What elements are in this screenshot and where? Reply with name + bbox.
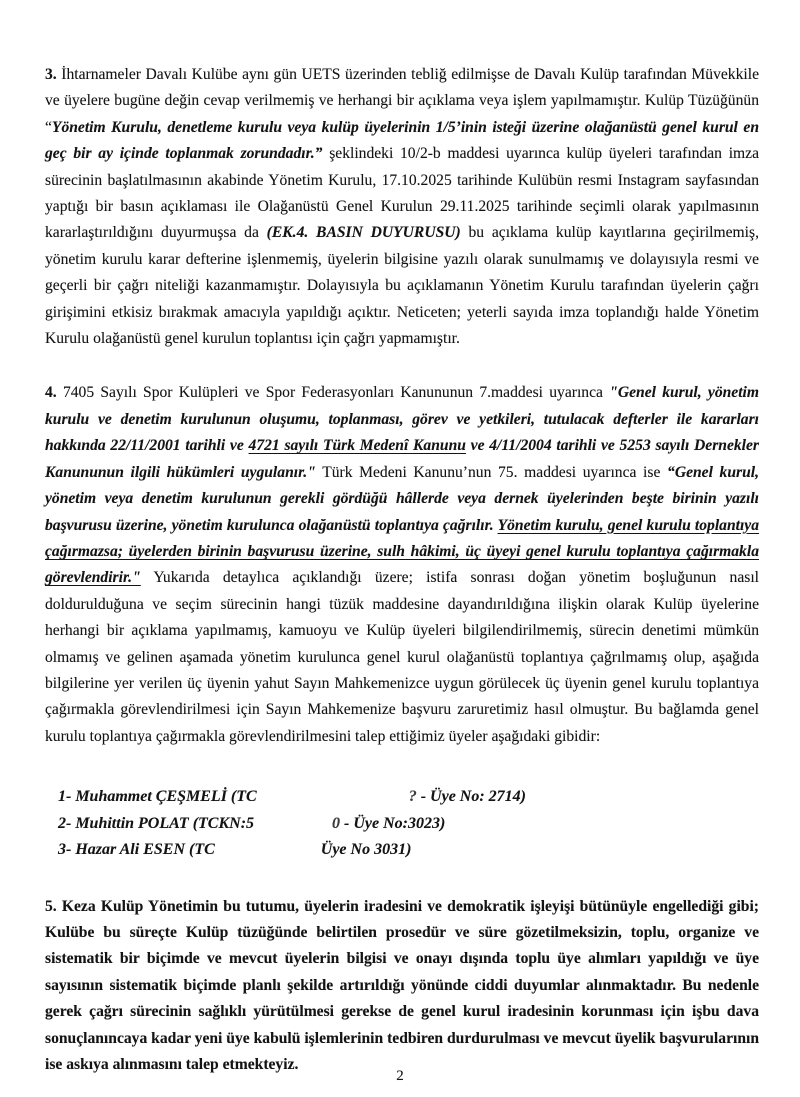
paragraph-5 [45, 894, 759, 1079]
member-list-item [58, 784, 759, 811]
text-run: 3. [45, 66, 57, 83]
redaction-gap [257, 800, 409, 801]
text-run: bu açıklama kulüp kayıtlarına geçirilmemiş, yönetim kurulu karar defterine işlenmemiş, üyelerin bilgisine yazılı olarak sunulmamış ve dolayısıyla resmi ve geçerli bir çağrı niteliği kazanmamıştır. Dolayısıyla bu açıklamanın Yönetim Kurulu tarafından üyelerin çağrı girişimini etkisiz bırakmak amacıyla yapıldığı açıktır. Neticeten; yeterli sayıda imza toplandığı halde Yönetim Kurulu olağanüstü genel kurulun toplantısı için çağrı yapmamıştır. [45, 224, 759, 348]
text-run: "Genel kurul, yönetim kurulu ve denetim kurulunun oluşumu, toplanması, görev ve yetkileri, tutulacak defterler ile kararları hakkında 22/11/2001 tarihli ve [45, 384, 759, 455]
text-run: Yönetim kurulu, genel kurulu toplantıya çağırmazsa; üyelerden birinin başvurusu üzerine, sulh hâkimi, üç üyeyi genel kurulu toplantıya çağırmakla görevlendirir." [45, 516, 760, 587]
member-list [45, 784, 759, 864]
document-body [45, 62, 759, 1079]
redaction-gap [254, 827, 332, 828]
text-run: şeklindeki 10/2-b maddesi uyarınca kulüp üyeleri tarafından imza sürecinin başlatılmasının akabinde Yönetim Kurulu, 17.10.2025 tarihinde Kulübün resmi Instagram sayfasından yaptığı bir basın açıklaması ile Olağanüstü Genel Kurulun 29.11.2025 tarihinde seçimli olarak yapılmasının kararlaştırıldığını duyurmuşsa da [45, 145, 759, 242]
text-run: İhtarnameler Davalı Kulübe aynı gün UETS üzerinden tebliğ edilmişse de Davalı Kulüp tarafından Müvekkile ve üyelere bugüne değin cevap verilmemiş ve herhangi bir açıklama veya işlem yapılmamıştır. Kulüp Tüzüğünün “ [45, 66, 759, 136]
text-run: (EK.4. BASIN DUYURUSU) [266, 224, 461, 242]
text-run: 7405 Sayılı Spor Kulüpleri ve Spor Federasyonları Kanununun 7.maddesi uyarınca [56, 384, 610, 402]
redaction-gap [215, 853, 321, 854]
page-number: 2 [396, 1068, 404, 1084]
member-uye-no: - Üye No:3023) [340, 814, 446, 832]
paragraph-3 [45, 62, 759, 352]
text-run: “Genel kurul, yönetim veya denetim kurulunun gerekli gördüğü hâllerde veya dernek üyelerinden beşte birinin yazılı başvurusu üzerine, yönetim kurulunca olağanüstü toplantıya çağrılır. [45, 463, 759, 534]
member-name-part: 1- Muhammet ÇEŞMELİ (TC [58, 788, 257, 806]
redaction-remnant: ? [408, 788, 417, 806]
paragraph-4 [45, 380, 759, 750]
text-run: Yukarıda detaylıca açıklandığı üzere; istifa sonrası doğan yönetim boşluğunun nasıl doldurulduğuna ve seçim sürecinin hangi tüzük maddesine dayandırıldığına ilişkin olarak Kulüp üyelerine herhangi bir açıklama yapılmamış, kamuoyu ve Kulüp üyeleri bilgilendirilmemiş, sürecin denetimi mümkün olmamış ve gelinen aşamada yönetim kurulunca genel kurul olağanüstü toplantıya çağrılmamış olup, aşağıda bilgilerine yer verilen üç üyenin yahut Sayın Mahkemenizce uygun görülecek üç üyenin genel kurulu toplantıya çağırmakla görevlendirilmesi için Sayın Mahkemenize başvuru zaruretimiz hasıl olmuştur. Bu bağlamda genel kurulu toplantıya çağırmakla görevlendirilmesini talep ettiğimiz üyeler aşağıdaki gibidir: [45, 569, 759, 745]
member-name-part: 2- Muhittin POLAT (TCKN:5 [58, 814, 255, 832]
member-list-item [58, 837, 759, 864]
text-run: 5. [45, 897, 57, 915]
text-run: Yönetim Kurulu, denetleme kurulu veya kulüp üyelerinin 1/5’inin isteği üzerine olağanüstü genel kurul en geç bir ay içinde toplanmak zorundadır.” [45, 118, 759, 163]
text-run: 4721 sayılı Türk Medenî Kanunu [248, 437, 466, 455]
member-name-part: 3- Hazar Ali ESEN (TC [58, 841, 215, 859]
text-run: Türk Medeni Kanunu’nun 75. maddesi uyarınca ise [315, 463, 668, 481]
text-run: 4. [45, 384, 57, 402]
text-run: ve 4/11/2004 tarihli ve 5253 sayılı Dernekler Kanununun ilgili hükümleri uygulanır." [45, 437, 759, 481]
redaction-remnant: 0 [332, 814, 341, 832]
member-uye-no: Üye No 3031) [320, 841, 412, 859]
member-list-item [58, 811, 759, 838]
text-run: Keza Kulüp Yönetimin bu tutumu, üyelerin iradesini ve demokratik işleyişi bütünüyle engellediği gibi; Kulübe bu süreçte Kulüp tüzüğünde belirtilen prosedür ve süre gözetilmeksizin, toplu, organize ve sistematik bir biçimde ve mevcut üyelerin bilgisi ve onayı dışında toplu üye alımları yapıldığı ve üye sayısının sistematik biçimde planlı şekilde artırıldığı yönünde ciddi duyumlar alınmaktadır. Bu nedenle gerek çağrı sürecinin sağlıklı yürütülmesi gerekse de genel kurul iradesinin korunması için işbu dava sonuçlanıncaya kadar yeni üye kabulü işlemlerinin tedbiren durdurulması ve mevcut üyelik başvurularının ise askıya alınmasını talep etmekteyiz. [45, 897, 759, 1074]
member-uye-no: - Üye No: 2714) [416, 788, 526, 806]
